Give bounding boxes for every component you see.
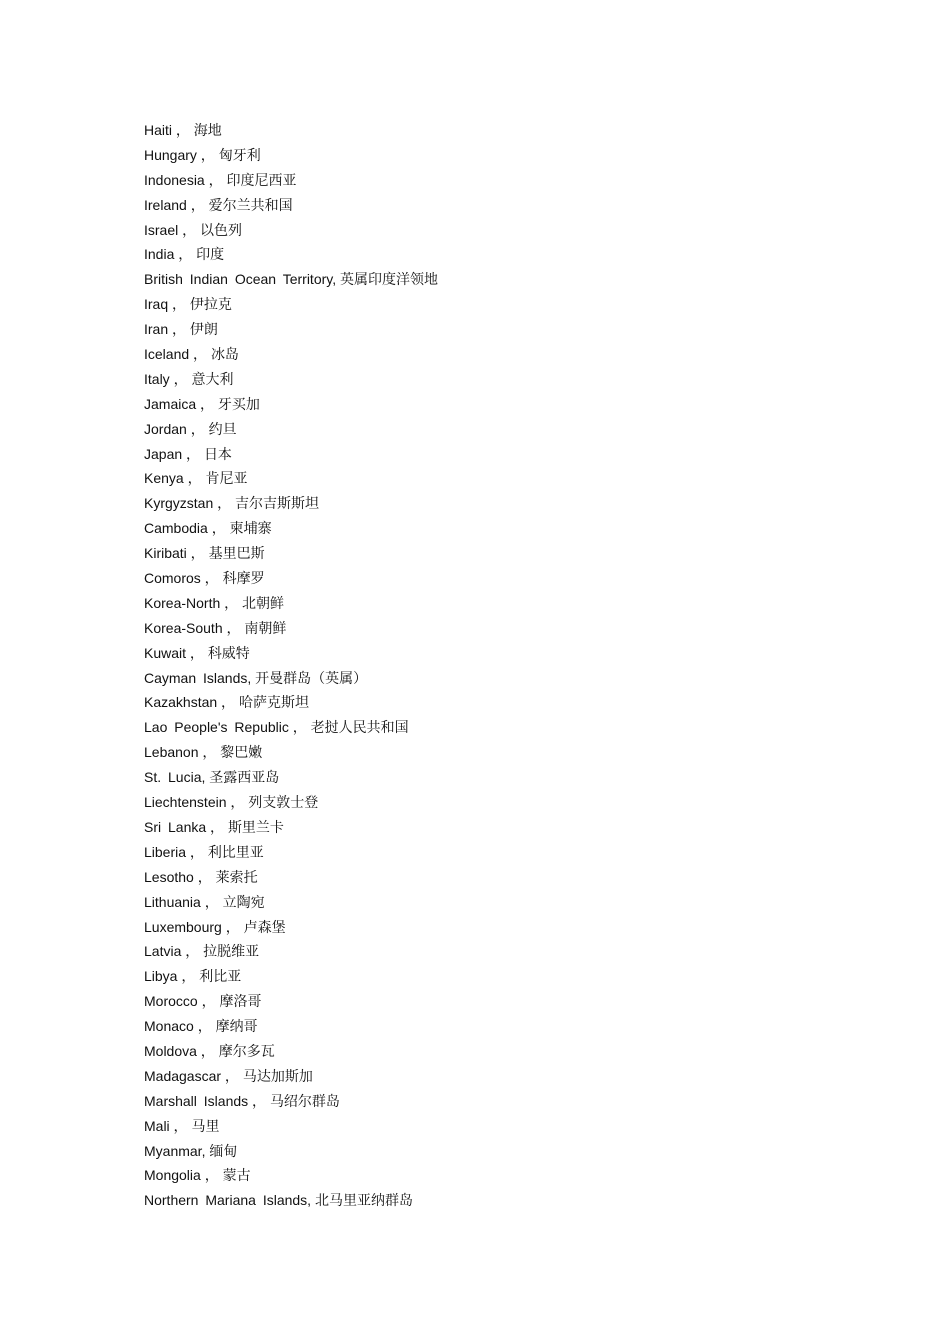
list-item [144,1089,438,1114]
list-item [144,1014,438,1039]
country-english-name: Comoros [144,570,201,587]
country-english-name: Liechtenstein [144,794,227,811]
country-chinese-name: 吉尔吉斯斯坦 [235,496,320,513]
separator: ， [221,918,244,935]
country-english-name: Mali [144,1117,170,1134]
list-item [144,715,438,740]
list-item [144,342,438,367]
list-item [144,218,438,243]
list-item [144,865,438,890]
country-chinese-name: 北马里亚纳群岛 [314,1193,413,1210]
list-item [144,815,438,840]
country-english-name: Korea-South [144,619,223,636]
separator: ， [183,470,206,487]
separator: ， [186,644,208,661]
list-item [144,790,438,815]
country-chinese-name: 列支敦士登 [248,795,319,812]
country-english-name: Iran [144,321,169,338]
list-item [144,442,438,467]
country-chinese-name: 肯尼亚 [205,471,248,488]
country-chinese-name: 黎巴嫩 [220,745,263,762]
list-item [144,292,438,317]
separator: ， [207,520,230,537]
country-chinese-name: 海地 [193,123,222,139]
separator: ， [189,346,211,363]
country-english-name: Liberia [144,843,187,860]
separator: ， [221,1067,243,1084]
country-english-name: Jamaica [144,395,197,412]
country-chinese-name: 缅甸 [209,1143,238,1160]
list-item [144,591,438,616]
country-name-list [144,118,438,1213]
country-chinese-name: 印度尼西亚 [226,172,297,189]
list-item [144,666,438,691]
list-item [144,964,438,989]
list-item [144,890,438,915]
list-item [144,541,438,566]
separator: ， [168,296,190,313]
separator: ， [181,943,204,960]
country-chinese-name: 圣露西亚岛 [209,770,280,787]
list-item [144,143,438,168]
country-english-name: Iraq [144,296,169,313]
separator: ， [200,893,223,910]
country-english-name: Kenya [144,470,184,487]
separator: ， [213,495,236,512]
list-item [144,118,438,143]
country-english-name: Morocco [144,993,198,1010]
list-item [144,367,438,392]
list-item [144,242,438,267]
country-english-name: Moldova [144,1042,197,1059]
country-english-name: Lesotho [144,868,194,885]
list-item [144,193,438,218]
country-chinese-name: 意大利 [191,371,234,388]
country-chinese-name: 柬埔寨 [229,521,272,538]
country-english-name: Hungary [144,146,197,163]
separator: ， [206,818,228,835]
separator: ， [200,1167,223,1184]
list-item [144,392,438,417]
separator: ， [196,1042,219,1059]
country-chinese-name: 立陶宛 [222,894,265,911]
list-item [144,466,438,491]
list-item [144,915,438,940]
separator: ， [174,246,197,263]
list-item [144,1163,438,1188]
country-english-name: Kazakhstan [144,694,218,711]
list-item [144,1039,438,1064]
separator: ， [288,719,311,736]
country-english-name: Northern Mariana Islands, [144,1192,312,1209]
country-english-name: Libya [144,968,178,985]
country-english-name: Kyrgyzstan [144,495,214,512]
country-english-name: Madagascar [144,1067,222,1084]
separator: ， [168,321,190,338]
country-english-name: Ireland [144,196,187,213]
separator: ， [196,395,218,412]
country-chinese-name: 摩洛哥 [219,994,262,1011]
separator: ， [193,868,216,885]
country-english-name: Cayman Islands, [144,669,252,686]
list-item [144,1188,438,1213]
list-item [144,616,438,641]
separator: ， [186,420,209,437]
list-item [144,989,438,1014]
list-item [144,765,438,790]
country-english-name: Cambodia [144,520,208,537]
country-english-name: Marshall Islands [144,1092,249,1109]
list-item [144,740,438,765]
separator: ， [196,146,219,163]
country-chinese-name: 以色列 [200,222,243,239]
list-item [144,516,438,541]
country-english-name: Lithuania [144,893,201,910]
country-chinese-name: 日本 [203,446,232,463]
country-english-name: Monaco [144,1018,194,1035]
country-chinese-name: 老挝人民共和国 [310,720,409,737]
list-item [144,491,438,516]
separator: ， [248,1092,270,1109]
list-item [144,641,438,666]
country-english-name: Lebanon [144,744,199,761]
separator: ， [197,993,220,1010]
country-chinese-name: 开曼群岛（英属） [255,670,368,687]
country-english-name: India [144,246,175,263]
country-chinese-name: 马绍尔群岛 [269,1093,340,1110]
country-chinese-name: 莱索托 [215,869,258,886]
list-item [144,690,438,715]
country-chinese-name: 利比里亚 [207,844,264,861]
country-chinese-name: 匈牙利 [218,147,261,164]
country-english-name: Sri Lanka [144,818,207,835]
country-chinese-name: 摩尔多瓦 [218,1043,275,1060]
separator: ， [193,1018,216,1035]
list-item [144,317,438,342]
country-english-name: British Indian Ocean Territory, [144,271,337,288]
country-english-name: Israel [144,221,179,238]
country-chinese-name: 伊朗 [189,322,218,339]
country-chinese-name: 斯里兰卡 [227,819,284,836]
list-item [144,1139,438,1164]
country-chinese-name: 马里 [191,1118,220,1135]
country-chinese-name: 科威特 [207,645,250,662]
country-english-name: St. Lucia, [144,769,206,786]
country-chinese-name: 约旦 [208,421,237,438]
country-english-name: Korea-North [144,594,221,611]
country-chinese-name: 牙买加 [217,396,260,413]
country-chinese-name: 摩纳哥 [215,1019,258,1036]
list-item [144,840,438,865]
separator: ， [220,594,243,611]
separator: ， [217,694,239,711]
separator: ， [222,619,245,636]
country-chinese-name: 英属印度洋领地 [340,272,439,289]
country-english-name: Italy [144,370,170,387]
country-chinese-name: 伊拉克 [189,297,232,314]
country-english-name: Japan [144,445,183,462]
separator: ， [178,221,201,238]
country-english-name: Kiribati [144,545,187,562]
list-item [144,168,438,193]
country-chinese-name: 科摩罗 [222,571,265,588]
country-english-name: Haiti [144,122,173,138]
country-chinese-name: 爱尔兰共和国 [208,197,293,214]
separator: ， [198,744,221,761]
country-chinese-name: 蒙古 [222,1168,251,1185]
separator: ， [169,370,192,387]
country-english-name: Jordan [144,420,187,437]
list-item [144,939,438,964]
list-item [144,417,438,442]
country-chinese-name: 卢森堡 [243,919,286,936]
country-english-name: Luxembourg [144,918,222,935]
country-english-name: Indonesia [144,171,205,188]
country-english-name: Latvia [144,943,182,960]
country-chinese-name: 南朝鲜 [244,620,287,637]
country-chinese-name: 北朝鲜 [242,595,285,612]
country-english-name: Myanmar, [144,1142,206,1159]
country-chinese-name: 拉脱维亚 [203,944,260,961]
country-chinese-name: 基里巴斯 [208,546,265,563]
country-english-name: Mongolia [144,1167,201,1184]
separator: ， [186,843,208,860]
list-item [144,1064,438,1089]
country-english-name: Iceland [144,346,190,363]
separator: ， [200,570,223,587]
separator: ， [172,122,194,138]
separator: ， [177,968,200,985]
country-chinese-name: 印度 [196,247,225,264]
country-english-name: Lao People's Republic [144,719,289,736]
separator: ， [204,171,227,188]
country-chinese-name: 哈萨克斯坦 [238,695,309,712]
list-item [144,566,438,591]
list-item [144,1114,438,1139]
separator: ， [182,445,204,462]
separator: ， [226,794,249,811]
separator: ， [169,1117,192,1134]
country-english-name: Kuwait [144,644,187,661]
country-chinese-name: 马达加斯加 [242,1068,313,1085]
list-item [144,267,438,292]
country-chinese-name: 冰岛 [210,347,239,364]
country-chinese-name: 利比亚 [199,969,242,986]
separator: ， [186,545,209,562]
separator: ， [186,196,209,213]
